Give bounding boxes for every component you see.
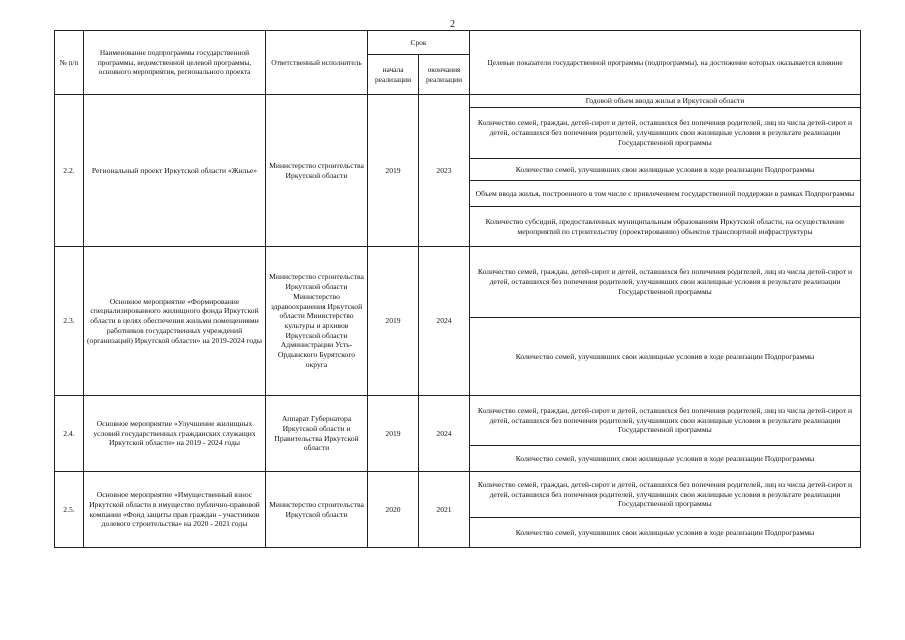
row-name: Региональный проект Иркутской области «Жилье» <box>84 95 266 247</box>
header-term: Срок <box>368 31 470 55</box>
row-name: Основное мероприятие «Имущественный взнос Иркутской области в имущество публично-правовой компании «Фонд защиты прав граждан - участников долевого строительства» на 2020 - 2021 годы <box>84 472 266 548</box>
header-executor: Ответственный исполнитель <box>266 31 368 95</box>
indicator-cell: Годовой объем ввода жилья в Иркутской области <box>470 95 861 108</box>
row-num: 2.4. <box>55 396 84 472</box>
header-start: начала реализации <box>368 55 419 95</box>
row-start: 2019 <box>368 95 419 247</box>
header-end: окончания реализации <box>419 55 470 95</box>
row-end: 2024 <box>419 396 470 472</box>
table-row <box>55 472 861 518</box>
indicator-cell: Количество семей, улучшивших свои жилищные условия в ходе реализации Подпрограммы <box>470 518 861 548</box>
header-indicators: Целевые показатели государственной программы (подпрограммы), на достижение которых оказывается влияние <box>470 31 861 95</box>
row-executor: Министерство строительства Иркутской области <box>266 472 368 548</box>
header-num: № п/п <box>55 31 84 95</box>
row-end: 2023 <box>419 95 470 247</box>
table-row <box>55 396 861 446</box>
row-executor: Аппарат Губернатора Иркутской области и Правительства Иркутской области <box>266 396 368 472</box>
indicator-cell: Количество субсидий, предоставленных муниципальным образованиям Иркутской области, на осуществление мероприятий по строительству (проектированию) объектов транспортной инфраструктуры <box>470 207 861 247</box>
indicator-cell: Количество семей, граждан, детей-сирот и детей, оставшихся без попечения родителей, лиц из числа детей-сирот и детей, оставшихся без попечения родителей, улучшивших свои жилищные условия в результате реализации Государственной программы <box>470 472 861 518</box>
row-num: 2.5. <box>55 472 84 548</box>
row-end: 2024 <box>419 247 470 396</box>
row-num: 2.2. <box>55 95 84 247</box>
indicator-cell: Количество семей, граждан, детей-сирот и детей, оставшихся без попечения родителей, лиц из числа детей-сирот и детей, оставшихся без попечения родителей, улучшивших свои жилищные условия в результате реализации Государственной программы <box>470 396 861 446</box>
indicator-cell: Количество семей, граждан, детей-сирот и детей, оставшихся без попечения родителей, лиц из числа детей-сирот и детей, оставшихся без попечения родителей, улучшивших свои жилищные условия в результате реализации Государственной программы <box>470 247 861 318</box>
indicator-cell: Количество семей, улучшивших свои жилищные условия в ходе реализации Подпрограммы <box>470 318 861 396</box>
row-executor: Министерство строительства Иркутской области <box>266 95 368 247</box>
row-start: 2019 <box>368 396 419 472</box>
row-name: Основное мероприятие «Формирование специализированного жилищного фонда Иркутской области в целях обеспечения жильми помещениями работников государственных учреждений (организаций) Иркутской области» на 2019-2024 годы <box>84 247 266 396</box>
row-end: 2021 <box>419 472 470 548</box>
page-number: 2 <box>450 19 455 30</box>
table-row <box>55 95 861 108</box>
row-start: 2020 <box>368 472 419 548</box>
indicator-cell: Количество семей, улучшивших свои жилищные условия в ходе реализации Подпрограммы <box>470 446 861 472</box>
header-name: Наименование подпрограммы государственной программы, ведомственной целевой программы, основного мероприятия, регионального проекта <box>84 31 266 95</box>
row-executor: Министерство строительства Иркутской области Министерство здравоохранения Иркутской области Министерство культуры и архивов Иркутской области Администрации Усть-Ордынского Бурятского округа <box>266 247 368 396</box>
program-table <box>54 30 861 548</box>
indicator-cell: Объем ввода жилья, построенного в том числе с привлечением государственной поддержки в рамках Подпрограммы <box>470 181 861 207</box>
indicator-cell: Количество семей, граждан, детей-сирот и детей, оставшихся без попечения родителей, лиц из числа детей-сирот и детей, оставшихся без попечения родителей, улучшивших свои жилищные условия в результате реализации Государственной программы <box>470 108 861 159</box>
indicator-cell: Количество семей, улучшивших свои жилищные условия в ходе реализации Подпрограммы <box>470 159 861 181</box>
row-start: 2019 <box>368 247 419 396</box>
header-row <box>55 31 861 55</box>
row-num: 2.3. <box>55 247 84 396</box>
table-row <box>55 247 861 318</box>
row-name: Основное мероприятие «Улучшение жилищных условий государственных гражданских служащих Иркутской области» на 2019 - 2024 годы <box>84 396 266 472</box>
